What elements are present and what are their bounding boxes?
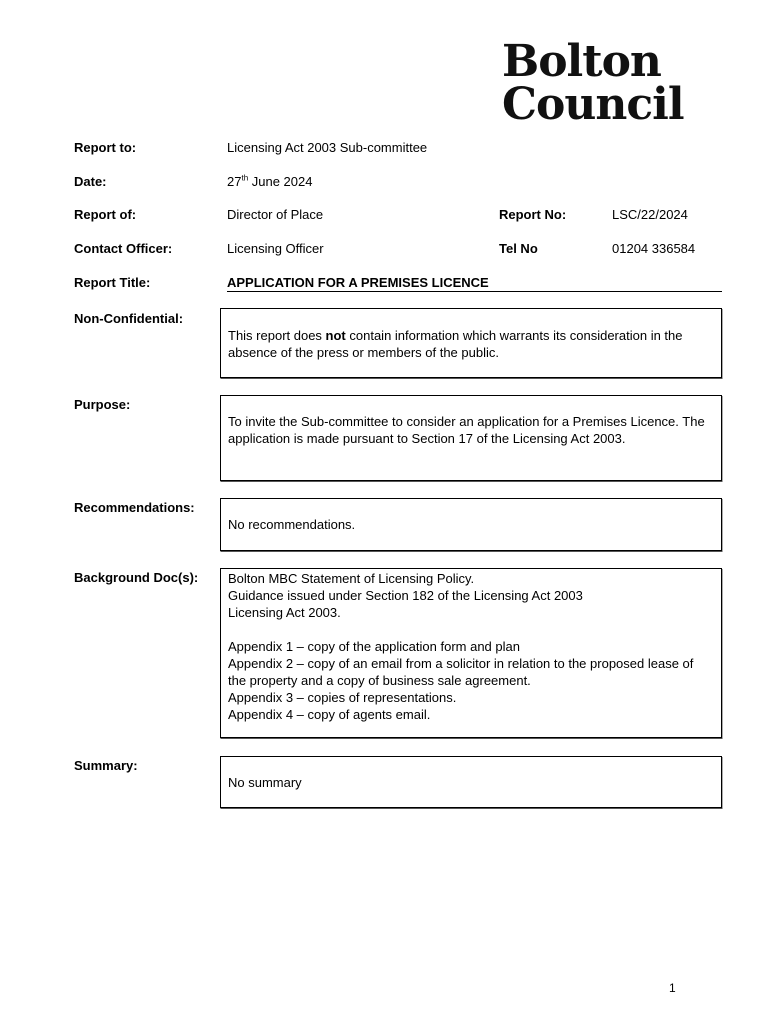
tel-no-label: Tel No [499,241,538,256]
recommendations-box [220,498,722,551]
bolton-council-logo [502,36,684,131]
purpose-text: To invite the Sub-committee to consider an application for a Premises Licence. The application is made pursuant to Section 17 of the Licensing Act 2003. [228,414,705,446]
appendix-item: Appendix 2 – copy of an email from a solicitor in relation to the proposed lease of the property and a copy of business sale agreement. [228,656,694,688]
recommendations-label: Recommendations: [74,500,195,515]
contact-officer-value: Licensing Officer [227,241,324,256]
date-rest: June 2024 [248,174,313,189]
non-confidential-label: Non-Confidential: [74,311,184,326]
background-docs-box [220,568,722,738]
report-of-value: Director of Place [227,207,324,222]
tel-no-value: 01204 336584 [612,241,696,256]
non-confidential-text-after: contain information which warrants its consideration in the absence of the press or members of the public. [228,328,683,360]
background-docs-label: Background Doc(s): [74,570,199,585]
report-no-value: LSC/22/2024 [612,207,688,222]
background-doc-item: Licensing Act 2003. [228,605,341,620]
background-doc-item: Bolton MBC Statement of Licensing Policy. [228,571,475,586]
background-doc-item: Guidance issued under Section 182 of the Licensing Act 2003 [228,588,583,603]
purpose-label: Purpose: [74,397,131,412]
summary-text: No summary [228,775,302,790]
report-of-label: Report of: [74,207,137,222]
summary-label: Summary: [74,758,138,773]
purpose-box [220,395,722,481]
date-suffix: th [241,173,249,183]
non-confidential-text [228,327,713,361]
summary-box [220,756,722,808]
report-to-label: Report to: [74,140,137,155]
non-confidential-text-bold: not [325,328,346,343]
non-confidential-box [220,308,722,378]
recommendations-text: No recommendations. [228,517,356,532]
date-label: Date: [74,174,107,189]
date-day: 27 [227,174,242,189]
report-title-value: APPLICATION FOR A PREMISES LICENCE [227,275,722,292]
logo-line-2: Council [502,79,684,131]
report-title-label: Report Title: [74,275,151,290]
report-no-label: Report No: [499,207,567,222]
appendix-item: Appendix 4 – copy of agents email. [228,707,431,722]
contact-officer-label: Contact Officer: [74,241,173,256]
report-to-value: Licensing Act 2003 Sub-committee [227,140,428,155]
appendix-item: Appendix 1 – copy of the application form and plan [228,639,520,654]
non-confidential-text-before: This report does [228,328,326,343]
date-value [227,174,312,189]
logo-line-1: Bolton [502,36,661,87]
page-number: 1 [669,981,676,995]
appendix-item: Appendix 3 – copies of representations. [228,690,457,705]
